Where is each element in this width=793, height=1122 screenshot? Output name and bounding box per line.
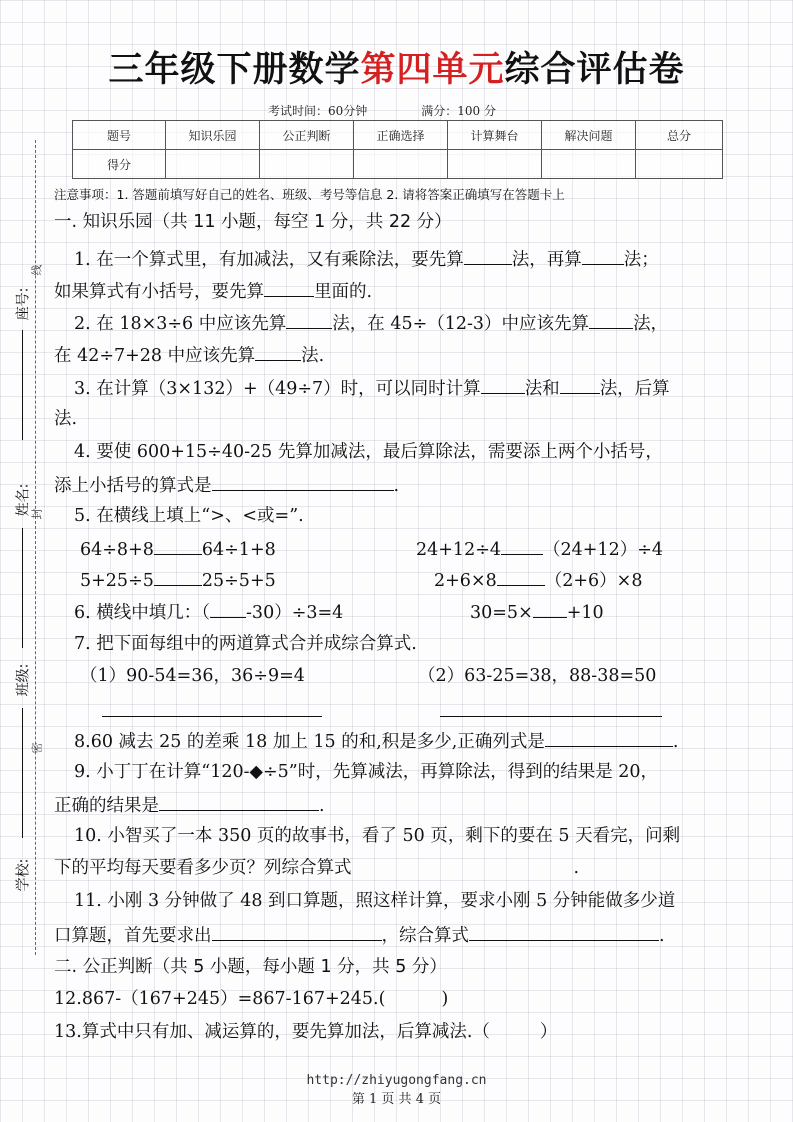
binding-mark-xian: 线 [30, 264, 44, 276]
q3-text: 3. 在计算（3×132）+（49÷7）时，可以同时计算 [74, 379, 481, 399]
q5-compare-2 [416, 536, 663, 562]
answer-blank[interactable] [545, 728, 673, 747]
answer-blank[interactable] [210, 599, 246, 618]
score-cell[interactable] [636, 150, 723, 179]
question-4-line2 [54, 472, 399, 498]
question-9-line2 [54, 792, 325, 818]
q11-text: . [659, 926, 665, 946]
section2-heading: 二. 公正判断（共 5 小题，每小题 1 分，共 5 分） [54, 957, 447, 977]
q4-text: 添上小括号的算式是 [54, 476, 212, 496]
q5-compare-4 [434, 567, 642, 593]
seat-label: 座号: [15, 287, 32, 321]
question-11-line2 [54, 922, 665, 948]
q9-text: 正确的结果是 [54, 796, 159, 816]
school-label: 学校: [15, 858, 32, 892]
exam-full-score: 满分：100 分 [421, 104, 497, 118]
answer-blank[interactable] [464, 246, 512, 265]
compare-blank[interactable] [497, 567, 545, 586]
q7-answer-line-1[interactable] [102, 715, 322, 717]
q5-expr: （2+6）×8 [544, 571, 643, 591]
name-write-line[interactable] [22, 528, 23, 648]
score-header-cell: 公正判断 [260, 121, 354, 150]
answer-blank[interactable] [255, 342, 301, 361]
q5-expr: 24+12÷4 [416, 540, 501, 560]
q10-text: . [573, 858, 580, 878]
notice-text: 注意事项：1. 答题前填写好自己的姓名、班级、考号等信息 2. 请将答案正确填写在答题卡上 [54, 187, 565, 202]
question-2-line2 [54, 342, 324, 368]
compare-blank[interactable] [501, 536, 543, 555]
answer-blank[interactable] [582, 246, 624, 265]
q3-text: 法和 [524, 379, 560, 399]
q13-text: 13.算式中只有加、减运算的，要先算加法，后算减法.（ [54, 1022, 490, 1042]
score-row-label: 得分 [73, 150, 166, 179]
page-number: 第 1 页 共 4 页 [351, 1092, 442, 1107]
question-4-line1: 4. 要使 600+15÷40-25 先算加减法，最后算除法，需要添上两个小括号， [74, 442, 663, 462]
q1-text: 法，再算 [511, 250, 582, 270]
q9-text: . [319, 796, 325, 816]
q2-text: 2. 在 18×3÷6 中应该先算 [74, 314, 287, 334]
score-table-score-row [73, 150, 723, 179]
footer-url: http://zhiyugongfang.cn [306, 1073, 487, 1088]
q10-text: 下的平均每天要看多少页？列综合算式 [54, 858, 352, 878]
q2-text: 法，在 45÷（12-3）中应该先算 [332, 314, 590, 334]
q2-text: 法， [633, 314, 669, 334]
question-10-line1: 10. 小智买了一本 350 页的故事书，看了 50 页，剩下的要在 5 天看完，问剩 [74, 826, 681, 846]
title-part1: 三年级下册数学 [108, 50, 361, 90]
q2-text: 在 42÷7+28 中应该先算 [54, 346, 256, 366]
q1-text: 1. 在一个算式里，有加减法，又有乘除法，要先算 [74, 250, 464, 270]
answer-blank[interactable] [159, 792, 319, 811]
question-8 [74, 728, 678, 754]
q7-answer-line-2[interactable] [440, 715, 662, 717]
q3-text: 法，后算 [599, 379, 670, 399]
score-cell[interactable] [542, 150, 636, 179]
q1-text: 法； [623, 250, 659, 270]
answer-blank[interactable] [469, 922, 659, 941]
answer-blank[interactable] [264, 278, 314, 297]
question-5: 5. 在横线上填上“>、<或=”. [74, 506, 304, 526]
question-9-line1: 9. 小丁丁在计算“120-◆÷5”时，先算减法，再算除法，得到的结果是 20， [74, 762, 659, 782]
exam-info [268, 102, 496, 119]
q5-compare-1 [80, 536, 276, 562]
q8-text: 8.60 减去 25 的差乘 18 加上 15 的和,积是多少,正确列式是 [74, 732, 545, 752]
title-unit: 第四单元 [360, 50, 505, 90]
question-10-line2 [54, 856, 579, 880]
compare-blank[interactable] [154, 567, 202, 586]
question-11-line1: 11. 小刚 3 分钟做了 48 到口算题，照这样计算，要求小刚 5 分钟能做多少道 [74, 891, 676, 911]
q6-text: +10 [566, 603, 604, 623]
question-3-line2: 法. [54, 409, 78, 429]
answer-blank[interactable] [212, 922, 382, 941]
answer-blank[interactable] [481, 375, 525, 394]
seat-write-line[interactable] [22, 330, 23, 440]
class-write-line[interactable] [22, 708, 23, 838]
q2-text: 法. [301, 346, 325, 366]
q5-expr: 64÷8+8 [80, 540, 154, 560]
q5-expr: 25÷5+5 [201, 571, 276, 591]
q6-text: 30=5× [470, 603, 533, 623]
section1-heading: 一. 知识乐园（共 11 小题，每空 1 分，共 22 分） [54, 212, 452, 232]
score-cell[interactable] [448, 150, 542, 179]
answer-blank[interactable] [560, 375, 600, 394]
q12-text: 12.867-（167+245）=867-167+245.( [54, 989, 386, 1009]
question-13 [54, 1020, 557, 1044]
score-table [72, 120, 723, 179]
q1-text: 如果算式有小括号，要先算 [54, 282, 264, 302]
name-label: 姓名: [15, 483, 32, 517]
q5-expr: （24+12）÷4 [543, 540, 663, 560]
q5-compare-3 [80, 567, 276, 593]
q6-text: 6. 横线中填几：（ [74, 603, 211, 623]
q7-part1: （1）90-54=36，36÷9=4 [80, 666, 305, 686]
question-6-part1 [74, 599, 343, 625]
q8-text: . [672, 732, 679, 752]
q5-expr: 64÷1+8 [201, 540, 276, 560]
score-table-header-row [73, 121, 723, 150]
question-7: 7. 把下面每组中的两道算式合并成综合算式. [74, 634, 417, 654]
question-1-line2 [54, 278, 372, 304]
q11-text: ，综合算式 [381, 926, 469, 946]
score-header-cell: 题号 [73, 121, 166, 150]
answer-blank[interactable] [212, 472, 394, 491]
answer-blank[interactable] [589, 310, 633, 329]
score-cell[interactable] [166, 150, 260, 179]
q7-part2: （2）63-25=38，88-38=50 [418, 666, 657, 686]
score-cell[interactable] [260, 150, 354, 179]
q1-text: 里面的. [314, 282, 373, 302]
title-part3: 综合评估卷 [504, 50, 685, 90]
score-header-cell: 计算舞台 [448, 121, 542, 150]
question-6-part2 [470, 599, 604, 625]
compare-blank[interactable] [154, 536, 202, 555]
score-header-cell: 总分 [636, 121, 723, 150]
question-3-line1 [74, 375, 670, 401]
exam-title [0, 46, 793, 94]
q13-text: ） [539, 1022, 558, 1042]
question-2-line1 [74, 310, 668, 336]
question-1-line1 [74, 246, 659, 272]
binding-mark-feng: 封 [30, 508, 44, 520]
score-header-cell: 正确选择 [354, 121, 448, 150]
q4-text: . [393, 476, 400, 496]
answer-blank[interactable] [533, 599, 567, 618]
q5-expr: 5+25÷5 [80, 571, 154, 591]
binding-dashed-line [35, 140, 36, 955]
score-header-cell: 知识乐园 [166, 121, 260, 150]
q5-expr: 2+6×8 [434, 571, 497, 591]
class-label: 班级: [15, 663, 32, 697]
question-12 [54, 987, 448, 1011]
binding-mark-mi: 密 [30, 742, 44, 754]
score-header-cell: 解决问题 [542, 121, 636, 150]
answer-blank[interactable] [286, 310, 332, 329]
score-cell[interactable] [354, 150, 448, 179]
q6-text: -30）÷3=4 [246, 603, 344, 623]
q11-text: 口算题，首先要求出 [54, 926, 212, 946]
exam-time: 考试时间：60分钟 [268, 104, 368, 118]
q12-text: ) [441, 989, 449, 1009]
